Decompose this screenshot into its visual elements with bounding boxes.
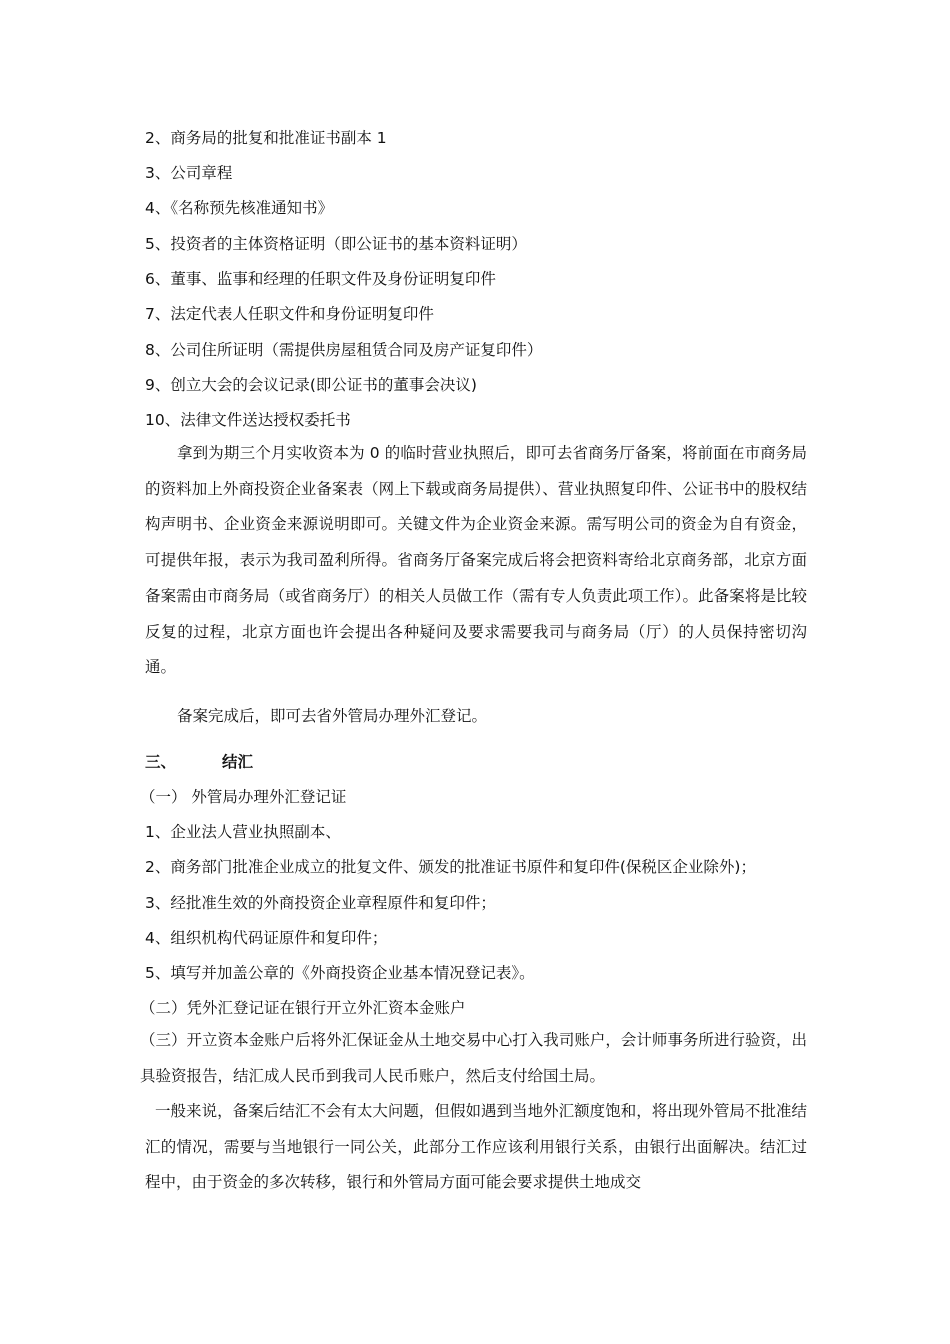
list-item: 8、公司住所证明（需提供房屋租赁合同及房产证复印件） [145,341,543,359]
list-item: 4、组织机构代码证原件和复印件； [145,929,388,947]
list-item: 2、商务部门批准企业成立的批复文件、颁发的批准证书原件和复印件(保税区企业除外)； [145,858,756,876]
list-item: 6、董事、监事和经理的任职文件及身份证明复印件 [145,270,496,288]
list-item: 9、创立大会的会议记录(即公证书的董事会决议) [145,376,477,394]
paragraph-filing: 拿到为期三个月实收资本为 0 的临时营业执照后，即可去省商务厅备案，将前面在市商务局的资料加上外商投资企业备案表（网上下载或商务局提供）、营业执照复印件、公证书中的股权结构声明书、企业资金来源说明即可。关键文件为企业资金来源。需写明公司的资金为自有资金，可提供年报，表示为我司盈利所得。省商务厅备案完成后将会把资料寄给北京商务部，北京方面备案需由市商务局（或省商务厅）的相关人员做工作（需有专人负责此项工作）。此备案将是比较反复的过程，北京方面也许会提出各种疑问及要求需要我司与商务局（厅）的人员保持密切沟通。 [145,444,807,677]
list-item: 2、商务局的批复和批准证书副本 1 [145,129,387,147]
section-heading [145,752,253,772]
subsection-paragraph: （三）开立资本金账户后将外汇保证金从土地交易中心打入我司账户，会计师事务所进行验资，出具验资报告，结汇成人民币到我司人民币账户，然后支付给国土局。 [140,1031,807,1085]
subsection-heading: （二）凭外汇登记证在银行开立外汇资本金账户 [140,999,466,1017]
section-number: 三、 [145,753,177,771]
list-item: 5、投资者的主体资格证明（即公证书的基本资料证明） [145,235,527,253]
subsection-heading: （一） 外管局办理外汇登记证 [140,788,347,806]
section-title: 结汇 [222,753,254,771]
paragraph-final: 一般来说，备案后结汇不会有太大问题，但假如遇到当地外汇额度饱和，将出现外管局不批准结汇的情况，需要与当地银行一同公关，此部分工作应该利用银行关系，由银行出面解决。结汇过程中，由于资金的多次转移，银行和外管局方面可能会要求提供土地成交 [145,1102,807,1192]
list-item: 3、公司章程 [145,164,233,182]
paragraph-after-filing: 备案完成后，即可去省外管局办理外汇登记。 [177,707,488,725]
list-item: 3、经批准生效的外商投资企业章程原件和复印件； [145,894,496,912]
list-item: 10、法律文件送达授权委托书 [145,411,351,429]
list-item: 5、填写并加盖公章的《外商投资企业基本情况登记表》。 [145,964,535,982]
list-item: 4、《名称预先核准通知书》 [145,199,334,217]
list-item: 1、企业法人营业执照副本、 [145,823,341,841]
list-item: 7、法定代表人任职文件和身份证明复印件 [145,305,434,323]
